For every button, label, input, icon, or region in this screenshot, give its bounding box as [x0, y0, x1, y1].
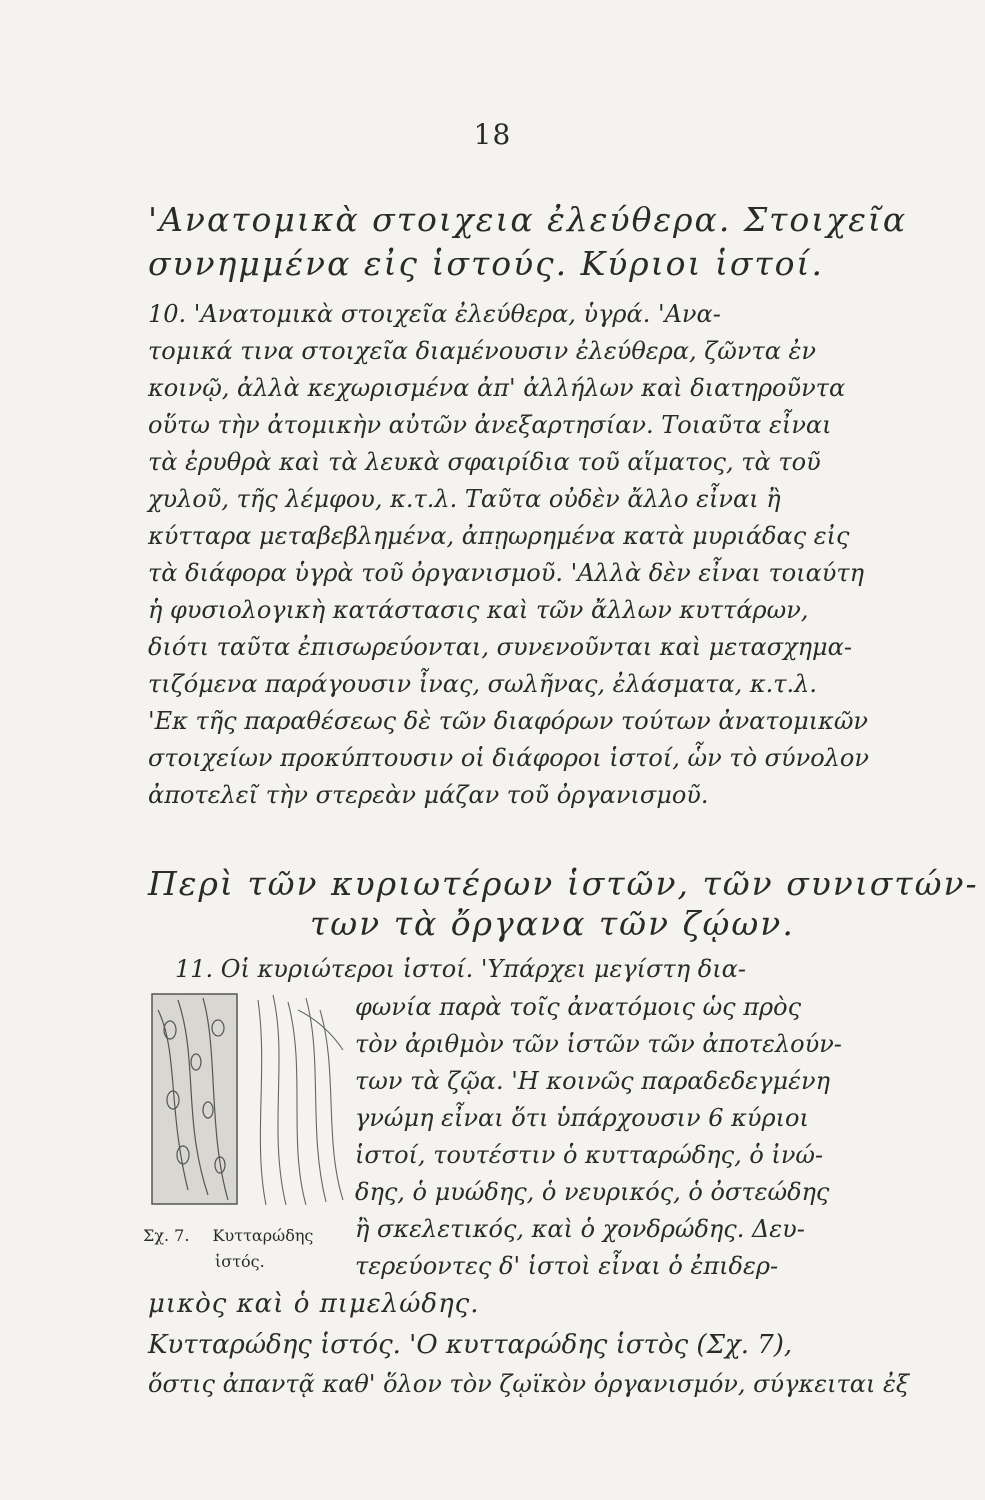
- subsection-heading-line-2: των τὰ ὄργανα τῶν ζῴων.: [310, 904, 795, 943]
- paragraph-12-line: Κυτταρώδης ἱστός. 'Ο κυτταρώδης ἱστὸς (Σχ. 7),: [148, 1330, 793, 1360]
- paragraph-10-line: ἀποτελεῖ τὴν στερεὰν μάζαν τοῦ ὀργανισμοῦ.: [148, 781, 709, 809]
- paragraph-10-line: τὰ διάφορα ὑγρὰ τοῦ ὀργανισμοῦ. 'Αλλὰ δὲν εἶναι τοιαύτη: [148, 559, 865, 587]
- paragraph-10-line: 10. 'Ανατομικὰ στοιχεῖα ἐλεύθερα, ὑγρά. 'Ανα-: [148, 300, 721, 328]
- section-heading-line-1: 'Ανατομικὰ στοιχεια ἐλεύθερα. Στοιχεῖα: [148, 200, 908, 239]
- cellular-tissue-figure: [148, 990, 348, 1210]
- figure-title-2: ἱστός.: [215, 1252, 265, 1271]
- paragraph-10-line: κοινῷ, ἀλλὰ κεχωρισμένα ἀπ' ἀλλήλων καὶ διατηροῦντα: [148, 374, 846, 402]
- paragraph-10-line: διότι ταῦτα ἐπισωρεύονται, συνενοῦνται καὶ μετασχημα-: [148, 633, 852, 661]
- paragraph-11-line: των τὰ ζῷα. 'Η κοινῶς παραδεδεγμένη: [355, 1067, 830, 1095]
- paragraph-11-line: ἱστοί, τουτέστιν ὁ κυτταρώδης, ὁ ἰνώ-: [355, 1141, 824, 1169]
- paragraph-11-tail: μικὸς καὶ ὁ πιμελώδης.: [148, 1289, 480, 1319]
- paragraph-11-first-line: 11. Οἱ κυριώτεροι ἱστοί. 'Υπάρχει μεγίστη δια-: [175, 955, 746, 983]
- paragraph-11-line: δης, ὁ μυώδης, ὁ νευρικός, ὁ ὀστεώδης: [355, 1178, 830, 1206]
- paragraph-10-line: ἡ φυσιολογικὴ κατάστασις καὶ τῶν ἄλλων κυττάρων,: [148, 596, 809, 624]
- paragraph-10-line: οὕτω τὴν ἀτομικὴν αὐτῶν ἀνεξαρτησίαν. Τοιαῦτα εἶναι: [148, 411, 832, 439]
- figure-caption: [143, 1226, 353, 1271]
- paragraph-10-line: κύτταρα μεταβεβλημένα, ἀπῃωρημένα κατὰ μυριάδας εἰς: [148, 522, 850, 550]
- paragraph-10-line: τομικά τινα στοιχεῖα διαμένουσιν ἐλεύθερα, ζῶντα ἐν: [148, 337, 817, 365]
- paragraph-10-line: στοιχείων προκύπτουσιν οἱ διάφοροι ἱστοί, ὧν τὸ σύνολον: [148, 744, 869, 772]
- section-heading-line-2: συνημμένα εἰς ἱστούς. Κύριοι ἱστοί.: [148, 244, 824, 283]
- tissue-illustration: [148, 990, 348, 1210]
- paragraph-10-line: τιζόμενα παράγουσιν ἶνας, σωλῆνας, ἐλάσματα, κ.τ.λ.: [148, 670, 818, 698]
- paragraph-11-line: φωνία παρὰ τοῖς ἀνατόμοις ὡς πρὸς: [355, 993, 802, 1021]
- paragraph-11-line: τερεύοντες δ' ἱστοὶ εἶναι ὁ ἐπιδερ-: [355, 1252, 779, 1280]
- page-number: 18: [473, 118, 512, 151]
- paragraph-10-line: 'Εκ τῆς παραθέσεως δὲ τῶν διαφόρων τούτων ἀνατομικῶν: [148, 707, 868, 735]
- paragraph-10-line: τὰ ἐρυθρὰ καὶ τὰ λευκὰ σφαιρίδια τοῦ αἵματος, τὰ τοῦ: [148, 448, 821, 476]
- paragraph-11-line: τὸν ἀριθμὸν τῶν ἱστῶν τῶν ἀποτελούν-: [355, 1030, 842, 1058]
- paragraph-12-line: ὅστις ἀπαντᾷ καθ' ὅλον τὸν ζῳϊκὸν ὀργανισμόν, σύγκειται ἐξ: [148, 1370, 910, 1398]
- paragraph-11-line: ἢ σκελετικός, καὶ ὁ χονδρώδης. Δευ-: [355, 1215, 805, 1243]
- figure-title: Κυτταρώδης: [212, 1226, 314, 1245]
- figure-label: Σχ. 7.: [143, 1226, 190, 1245]
- paragraph-10-line: χυλοῦ, τῆς λέμφου, κ.τ.λ. Ταῦτα οὐδὲν ἄλλο εἶναι ἢ: [148, 485, 781, 513]
- paragraph-11-line: γνώμη εἶναι ὅτι ὑπάρχουσιν 6 κύριοι: [355, 1104, 809, 1132]
- subsection-heading-line-1: Περὶ τῶν κυριωτέρων ἱστῶν, τῶν συνιστών-: [148, 864, 979, 903]
